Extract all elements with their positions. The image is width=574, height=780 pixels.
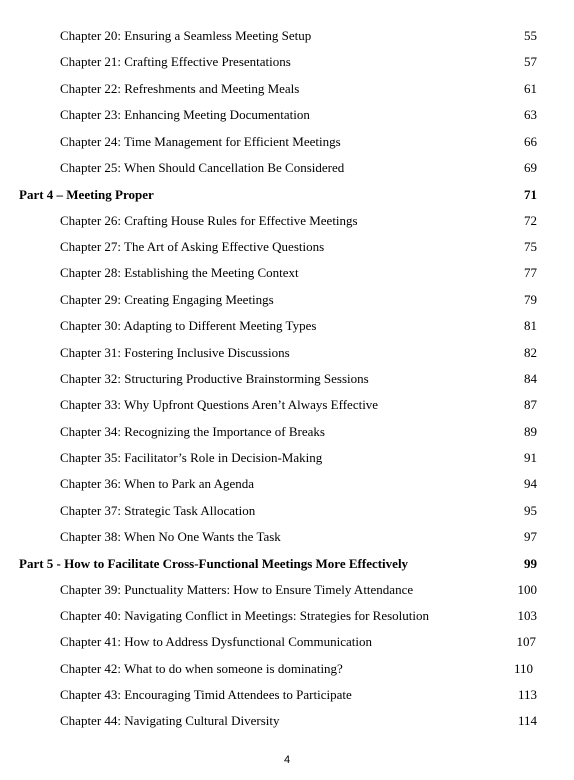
toc-entry-title: Chapter 42: What to do when someone is dominating?	[60, 661, 343, 676]
toc-entry-title: Chapter 27: The Art of Asking Effective Questions	[60, 239, 325, 254]
toc-entry-page: 69	[524, 160, 537, 175]
toc-entry-page: 107	[516, 634, 536, 649]
toc-entry-title: Chapter 32: Structuring Productive Brainstorming Sessions	[60, 371, 369, 386]
toc-entry-title: Chapter 33: Why Upfront Questions Aren’t Always Effective	[60, 397, 379, 412]
toc-part-page: 99	[524, 556, 537, 571]
toc-entry-title: Chapter 30: Adapting to Different Meeting Types	[60, 318, 317, 333]
page-number: 4	[283, 754, 291, 766]
toc-entry	[0, 581, 574, 599]
toc-entry-title: Chapter 44: Navigating Cultural Diversity	[60, 713, 280, 728]
toc-part-title: Part 5 - How to Facilitate Cross-Functional Meetings More Effectively	[19, 556, 409, 571]
toc-entry	[0, 238, 574, 256]
toc-entry-page: 55	[524, 28, 537, 43]
toc-entry-title: Chapter 40: Navigating Conflict in Meetings: Strategies for Resolution	[60, 608, 429, 623]
toc-entry-title: Chapter 35: Facilitator’s Role in Decision-Making	[60, 450, 323, 465]
toc-entry-page: 97	[524, 529, 537, 544]
toc-entry-page: 100	[517, 582, 537, 597]
toc-entry-title: Chapter 28: Establishing the Meeting Context	[60, 265, 299, 280]
toc-entry-page: 113	[517, 687, 537, 702]
toc-entry	[0, 502, 574, 520]
toc-entry-page: 63	[524, 107, 537, 122]
toc-entry	[0, 317, 574, 335]
toc-entry	[0, 212, 574, 230]
toc-entry	[0, 133, 574, 151]
toc-entry-page: 95	[524, 503, 537, 518]
toc-entry-page: 82	[524, 345, 537, 360]
toc-entry	[0, 396, 574, 414]
toc-entry	[0, 370, 574, 388]
toc-entry-title: Chapter 34: Recognizing the Importance of Breaks	[60, 424, 325, 439]
toc-part-title: Part 4 – Meeting Proper	[19, 187, 154, 202]
toc-entry	[0, 475, 574, 493]
toc-entry-page: 94	[524, 476, 537, 491]
toc-entry	[0, 660, 574, 678]
toc-entry-page: 89	[524, 424, 537, 439]
toc-entry-title: Chapter 43: Encouraging Timid Attendees to Participate	[60, 687, 352, 702]
toc-entry	[0, 686, 574, 704]
toc-entry	[0, 633, 574, 651]
toc-entry	[0, 712, 574, 730]
toc-entry-page: 66	[524, 134, 537, 149]
toc-entry-title: Chapter 25: When Should Cancellation Be Considered	[60, 160, 345, 175]
toc-entry-page: 103	[517, 608, 537, 623]
toc-entry-page: 79	[524, 292, 537, 307]
toc-entry	[0, 27, 574, 45]
toc-entry	[0, 53, 574, 71]
toc-entry-title: Chapter 39: Punctuality Matters: How to Ensure Timely Attendance	[60, 582, 414, 597]
toc-entry	[0, 291, 574, 309]
toc-entry	[0, 607, 574, 625]
toc-entry-title: Chapter 37: Strategic Task Allocation	[60, 503, 256, 518]
toc-entry-page: 57	[524, 54, 537, 69]
toc-entry-page: 91	[524, 450, 537, 465]
toc-entry	[0, 80, 574, 98]
toc-entry	[0, 344, 574, 362]
toc-entry	[0, 528, 574, 546]
toc-entry-title: Chapter 22: Refreshments and Meeting Meals	[60, 81, 300, 96]
toc-entry	[0, 106, 574, 124]
toc-entry-page: 77	[524, 265, 537, 280]
toc-entry-title: Chapter 26: Crafting House Rules for Effective Meetings	[60, 213, 358, 228]
toc-entry-title: Chapter 31: Fostering Inclusive Discussions	[60, 345, 290, 360]
toc-part-page: 71	[524, 187, 537, 202]
toc-entry-page: 81	[524, 318, 537, 333]
toc-entry	[0, 264, 574, 282]
toc-entry-page: 72	[524, 213, 537, 228]
toc-entry	[0, 159, 574, 177]
toc-entry-page: 84	[524, 371, 537, 386]
toc-part-heading	[0, 555, 574, 573]
toc-entry-title: Chapter 24: Time Management for Efficient Meetings	[60, 134, 341, 149]
toc-entry-page: 114	[517, 713, 537, 728]
toc-entry-page: 75	[524, 239, 537, 254]
toc-part-heading	[0, 186, 574, 204]
toc-entry-title: Chapter 21: Crafting Effective Presentations	[60, 54, 291, 69]
toc-entry	[0, 449, 574, 467]
toc-entry-title: Chapter 36: When to Park an Agenda	[60, 476, 254, 491]
toc-entry-title: Chapter 41: How to Address Dysfunctional Communication	[60, 634, 372, 649]
toc-entry-title: Chapter 29: Creating Engaging Meetings	[60, 292, 274, 307]
toc-entry-page: 87	[524, 397, 537, 412]
toc-entry-title: Chapter 38: When No One Wants the Task	[60, 529, 281, 544]
toc-entry-title: Chapter 20: Ensuring a Seamless Meeting Setup	[60, 28, 312, 43]
toc-entry-page: 110	[513, 661, 533, 676]
toc-entry-page: 61	[524, 81, 537, 96]
toc-entry	[0, 423, 574, 441]
toc-entry-title: Chapter 23: Enhancing Meeting Documentation	[60, 107, 310, 122]
